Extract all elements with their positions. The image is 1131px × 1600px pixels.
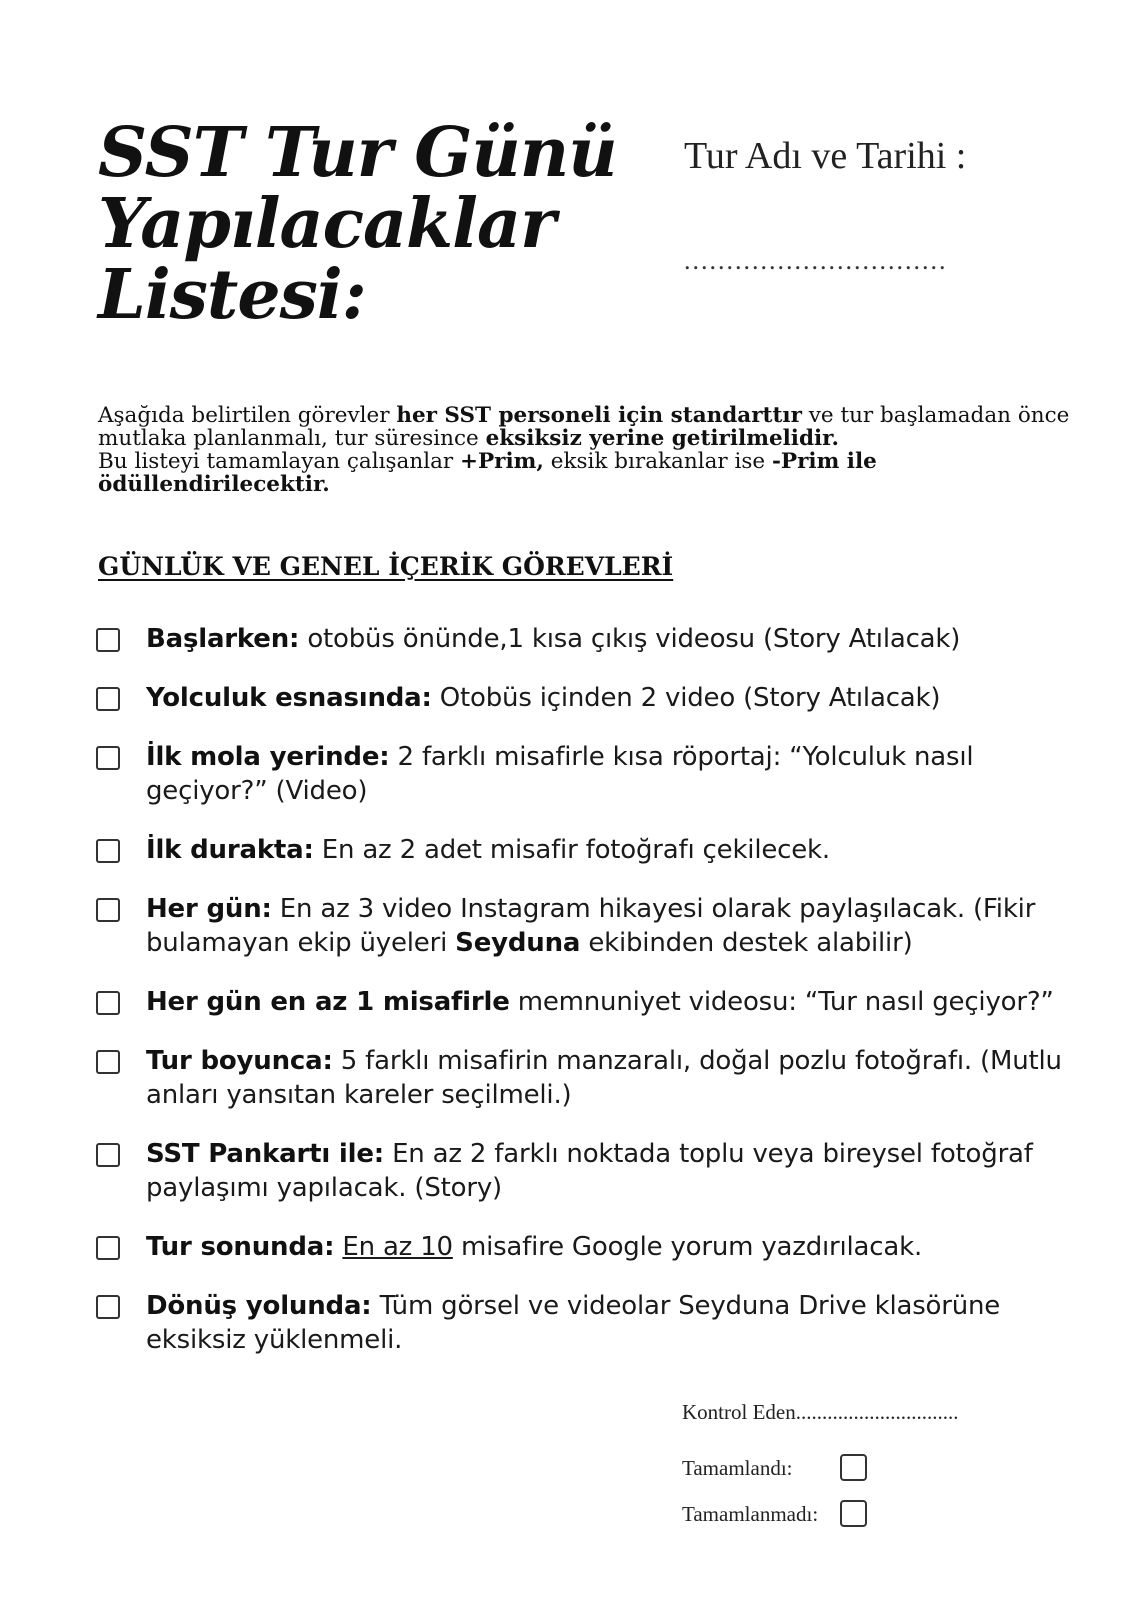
task-item xyxy=(96,740,1086,808)
section-title: GÜNLÜK VE GENEL İÇERİK GÖREVLERİ xyxy=(98,552,674,581)
page-title xyxy=(98,113,658,335)
task-description: Otobüs içinden 2 video (Story Atılacak) xyxy=(431,683,941,713)
task-text xyxy=(146,985,1086,1019)
tour-name-date-label: Tur Adı ve Tarihi : xyxy=(684,135,967,177)
task-description: En az 3 video Instagram hikayesi olarak paylaşılacak. (Fikir bulamayan ekip üyeleri xyxy=(146,894,1036,958)
task-checkbox[interactable] xyxy=(96,1236,120,1260)
task-checkbox[interactable] xyxy=(96,991,120,1015)
task-checkbox[interactable] xyxy=(96,1143,120,1167)
task-item xyxy=(96,1289,1086,1357)
task-checkbox[interactable] xyxy=(96,898,120,922)
task-item xyxy=(96,892,1086,960)
intro-text: eksik bırakanlar ise xyxy=(543,449,772,474)
completed-checkbox[interactable] xyxy=(840,1454,867,1481)
intro-emphasis: -Prim ile ödüllendirilecektir. xyxy=(98,449,877,497)
task-item xyxy=(96,1137,1086,1205)
task-label: Her gün: xyxy=(146,894,272,924)
task-label: Dönüş yolunda: xyxy=(146,1291,372,1321)
intro-text: Aşağıda belirtilen görevler xyxy=(98,403,397,428)
task-text xyxy=(146,1137,1086,1205)
task-checkbox[interactable] xyxy=(96,1295,120,1319)
task-item xyxy=(96,833,1086,867)
intro-paragraph xyxy=(98,404,1078,496)
task-text xyxy=(146,1289,1086,1357)
task-text xyxy=(146,740,1086,808)
task-label: Her gün en az 1 misafirle xyxy=(146,987,510,1017)
task-description: En az 2 adet misafir fotoğrafı çekilecek. xyxy=(313,835,830,865)
intro-emphasis: eksiksiz yerine getirilmelidir. xyxy=(485,426,840,451)
task-description: En az 2 farklı noktada toplu veya bireysel fotoğraf paylaşımı yapılacak. (Story) xyxy=(146,1139,1033,1203)
completed-row xyxy=(682,1456,982,1481)
task-list xyxy=(96,622,1086,1382)
task-checkbox[interactable] xyxy=(96,839,120,863)
task-text xyxy=(146,681,1086,715)
task-description: misafire Google yorum yazdırılacak. xyxy=(452,1232,923,1262)
task-checkbox[interactable] xyxy=(96,746,120,770)
task-emphasis: Seyduna xyxy=(455,928,581,958)
task-item xyxy=(96,622,1086,656)
not-completed-label: Tamamlanmadı: xyxy=(682,1502,819,1526)
title-line-2: Yapılacaklar xyxy=(98,184,555,264)
control-row xyxy=(682,1400,958,1425)
completed-label: Tamamlandı: xyxy=(682,1456,793,1480)
task-item xyxy=(96,1044,1086,1112)
task-item xyxy=(96,1230,1086,1264)
control-label: Kontrol Eden xyxy=(682,1400,796,1424)
task-label: Tur sonunda: xyxy=(146,1232,335,1262)
task-item xyxy=(96,681,1086,715)
task-description: 5 farklı misafirin manzaralı, doğal pozlu fotoğrafı. (Mutlu anları yansıtan kareler seçilmeli.) xyxy=(146,1046,1062,1110)
task-checkbox[interactable] xyxy=(96,628,120,652)
not-completed-row xyxy=(682,1502,982,1527)
task-underlined: En az 10 xyxy=(342,1232,453,1262)
task-text xyxy=(146,892,1086,960)
task-label: SST Pankartı ile: xyxy=(146,1139,384,1169)
tour-name-date-field[interactable]: ............................... xyxy=(684,246,948,275)
task-item xyxy=(96,985,1086,1019)
task-text xyxy=(146,1230,1086,1264)
task-text xyxy=(146,622,1086,656)
intro-emphasis: +Prim, xyxy=(460,449,544,474)
control-field[interactable]: ............................... xyxy=(795,1400,959,1424)
task-checkbox[interactable] xyxy=(96,687,120,711)
task-label: Başlarken: xyxy=(146,624,300,654)
task-description: memnuniyet videosu: “Tur nasıl geçiyor?” xyxy=(509,987,1054,1017)
task-description: otobüs önünde,1 kısa çıkış videosu (Story Atılacak) xyxy=(299,624,961,654)
intro-text: ve tur başlamadan önce mutlaka planlanmalı, tur süresince xyxy=(98,403,1070,451)
task-description: ekibinden destek alabilir) xyxy=(580,928,913,958)
not-completed-checkbox[interactable] xyxy=(840,1500,867,1527)
title-line-1: SST Tur Günü xyxy=(98,113,617,193)
task-label: İlk mola yerinde: xyxy=(146,742,390,772)
task-text xyxy=(146,833,1086,867)
task-label: Tur boyunca: xyxy=(146,1046,333,1076)
task-label: Yolculuk esnasında: xyxy=(146,683,432,713)
task-label: İlk durakta: xyxy=(146,835,314,865)
task-description: Tüm görsel ve videolar Seyduna Drive klasörüne eksiksiz yüklenmeli. xyxy=(146,1291,1001,1355)
control-footer xyxy=(682,1400,959,1526)
intro-emphasis: her SST personeli için standarttır xyxy=(396,403,802,428)
task-checkbox[interactable] xyxy=(96,1050,120,1074)
task-description: 2 farklı misafirle kısa röportaj: “Yolculuk nasıl geçiyor?” (Video) xyxy=(146,742,974,806)
task-text xyxy=(146,1044,1086,1112)
intro-text: Bu listeyi tamamlayan çalışanlar xyxy=(98,449,460,474)
title-line-3: Listesi: xyxy=(98,255,366,335)
